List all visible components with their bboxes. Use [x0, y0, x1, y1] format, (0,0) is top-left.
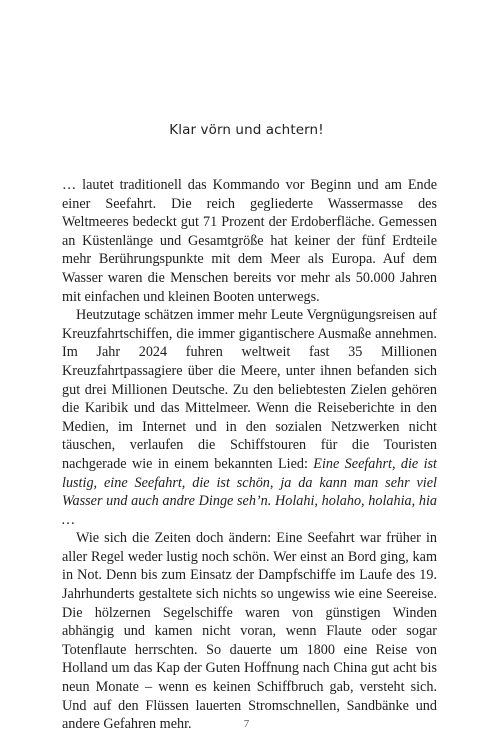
page-number: 7	[243, 718, 250, 730]
chapter-title: Klar vörn und achtern!	[169, 122, 324, 138]
paragraph-3: Wie sich die Zeiten doch ändern: Eine Seefahrt war früher in aller Regel weder lustig noch schön. Wer einst an Bord ging, kam in Not. Denn bis zum Einsatz der Dampfschiffe im Laufe des 19. Jahrhunderts gestaltete sich nichts so ungewiss wie eine Seereise. Die hölzernen Segelschiffe waren von günstigen Winden abhängig und kamen nicht voran, wenn Flaute oder sogar Totenflaute herrschten. So dauerte um 1800 eine Reise von Holland um das Kap der Guten Hoffnung nach China gut acht bis neun Monate – wenn es keinen Schiffbruch gab, versteht sich. Und auf den Flüssen lauerten Stromschnellen, Sandbänke und andere Gefahren mehr.	[62, 530, 437, 733]
paragraph-1: … lautet traditionell das Kommando vor Beginn und am Ende einer Seefahrt. Die reich gegliederte Wassermasse des Weltmeeres bedeckt gut 71 Prozent der Erdoberfläche. Gemessen an Küstenlänge und Gesamtgröße hat keiner der fünf Erdteile mehr Berührungspunkte mit dem Meer als Europa. Auf dem Wasser waren die Menschen bereits vor mehr als 50.000 Jahren mit einfachen und kleinen Booten unterwegs.	[62, 177, 437, 305]
paragraph-2	[62, 306, 437, 529]
song-lyrics-quote: Eine Seefahrt, die ist lustig, eine Seefahrt, die ist schön, ja da kann man sehr viel Wasser und auch andre Dinge seh’n. Holahi, holaho, holahia, hia …	[62, 455, 437, 528]
paragraph-2-text: Heutzutage schätzen immer mehr Leute Vergnügungsreisen auf Kreuzfahrtschiffen, die immer gigantischere Ausmaße annehmen. Im Jahr 2024 fuhren weltweit fast 35 Millionen Kreuzfahrtpassagiere über die Meere, unter ihnen befanden sich gut drei Millionen Deutsche. Zu den beliebtesten Zielen gehören die Karibik und das Mittelmeer. Wenn die Reiseberichte in den Medien, im Internet und in den sozialen Netzwerken nicht täuschen, verlaufen die Schiffstouren für die Touristen nachgerade wie in einem bekannten Lied:	[62, 307, 437, 472]
body-text	[62, 176, 437, 734]
